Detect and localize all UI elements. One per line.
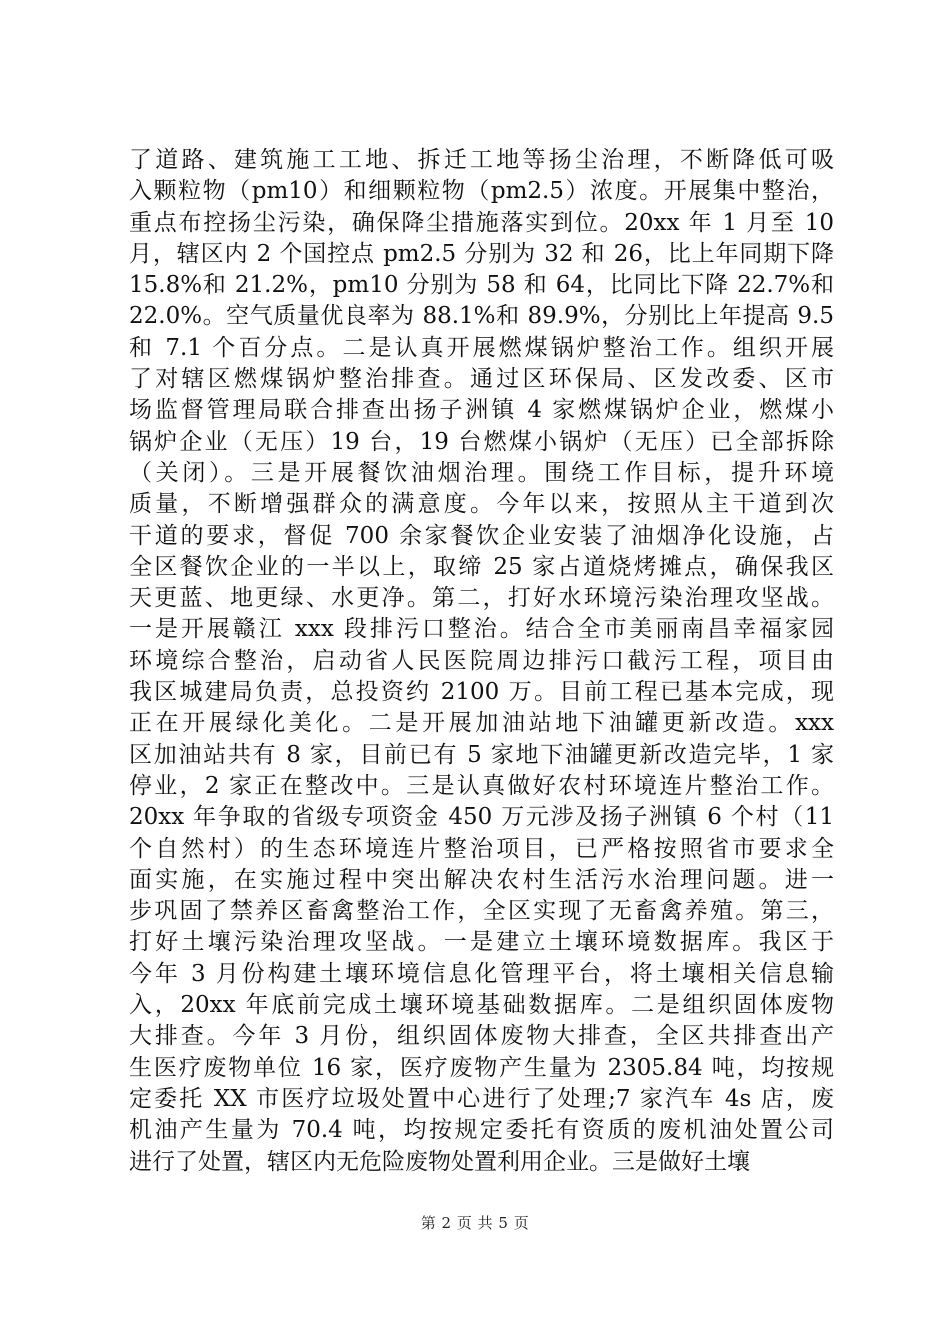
text-line: 入颗粒物（pm10）和细颗粒物（pm2.5）浓度。开展集中整治，	[129, 178, 834, 205]
text-line: 干道的要求，督促 700 余家餐饮企业安装了油烟净化设施，占	[129, 522, 834, 549]
text-line: 停业，2 家正在整改中。三是认真做好农村环境连片整治工作。	[129, 772, 834, 799]
text-line: 面实施，在实施过程中突出解决农村生活污水治理问题。进一	[129, 866, 834, 893]
text-line: 22.0%。空气质量优良率为 88.1%和 89.9%，分别比上年提高 9.5	[129, 303, 834, 330]
text-line: 和 7.1 个百分点。二是认真开展燃煤锅炉整治工作。组织开展	[129, 334, 834, 361]
text-line: 正在开展绿化美化。二是开展加油站地下油罐更新改造。xxx	[129, 710, 834, 737]
text-line: 入，20xx 年底前完成土壤环境基础数据库。二是组织固体废物	[129, 992, 834, 1019]
text-line: 步巩固了禁养区畜禽整治工作，全区实现了无畜禽养殖。第三，	[129, 898, 834, 925]
text-line: 全区餐饮企业的一半以上，取缔 25 家占道烧烤摊点，确保我区	[129, 553, 834, 580]
text-line: 15.8%和 21.2%，pm10 分别为 58 和 64，比同比下降 22.7%和	[129, 272, 834, 299]
text-line: 天更蓝、地更绿、水更净。第二，打好水环境污染治理攻坚战。	[129, 585, 834, 612]
text-line: 场监督管理局联合排查出扬子洲镇 4 家燃煤锅炉企业，燃煤小	[129, 397, 834, 424]
text-line: 我区城建局负责，总投资约 2100 万。目前工程已基本完成，现	[129, 679, 834, 706]
body-text	[129, 145, 834, 1178]
text-line: 个自然村）的生态环境连片整治项目，已严格按照省市要求全	[129, 835, 834, 862]
text-line: 了对辖区燃煤锅炉整治排查。通过区环保局、区发改委、区市	[129, 366, 834, 393]
text-line: 一是开展赣江 xxx 段排污口整治。结合全市美丽南昌幸福家园	[129, 616, 834, 643]
text-line: 今年 3 月份构建土壤环境信息化管理平台，将土壤相关信息输	[129, 960, 834, 987]
text-line: （关闭）。三是开展餐饮油烟治理。围绕工作目标，提升环境	[129, 459, 834, 486]
text-line: 质量，不断增强群众的满意度。今年以来，按照从主干道到次	[129, 491, 834, 518]
text-line: 进行了处置，辖区内无危险废物处置利用企业。三是做好土壤	[129, 1148, 750, 1175]
text-line: 定委托 XX 市医疗垃圾处置中心进行了处理;7 家汽车 4s 店，废	[129, 1085, 834, 1112]
text-line: 月，辖区内 2 个国控点 pm2.5 分别为 32 和 26，比上年同期下降	[129, 240, 834, 267]
text-line: 重点布控扬尘污染，确保降尘措施落实到位。20xx 年 1 月至 10	[129, 209, 834, 236]
text-line: 环境综合整治，启动省人民医院周边排污口截污工程，项目由	[129, 647, 834, 674]
text-line: 20xx 年争取的省级专项资金 450 万元涉及扬子洲镇 6 个村（11	[129, 804, 834, 831]
text-line: 区加油站共有 8 家，目前已有 5 家地下油罐更新改造完毕，1 家	[129, 741, 834, 768]
text-line: 打好土壤污染治理攻坚战。一是建立土壤环境数据库。我区于	[129, 929, 834, 956]
page-footer: 第 2 页 共 5 页	[420, 1214, 530, 1232]
text-line: 大排查。今年 3 月份，组织固体废物大排查，全区共排查出产	[129, 1023, 834, 1050]
text-line: 锅炉企业（无压）19 台，19 台燃煤小锅炉（无压）已全部拆除	[129, 428, 834, 455]
text-line: 机油产生量为 70.4 吨，均按规定委托有资质的废机油处置公司	[129, 1117, 834, 1144]
text-line: 生医疗废物单位 16 家，医疗废物产生量为 2305.84 吨，均按规	[129, 1054, 834, 1081]
text-line: 了道路、建筑施工工地、拆迁工地等扬尘治理，不断降低可吸	[129, 147, 834, 173]
